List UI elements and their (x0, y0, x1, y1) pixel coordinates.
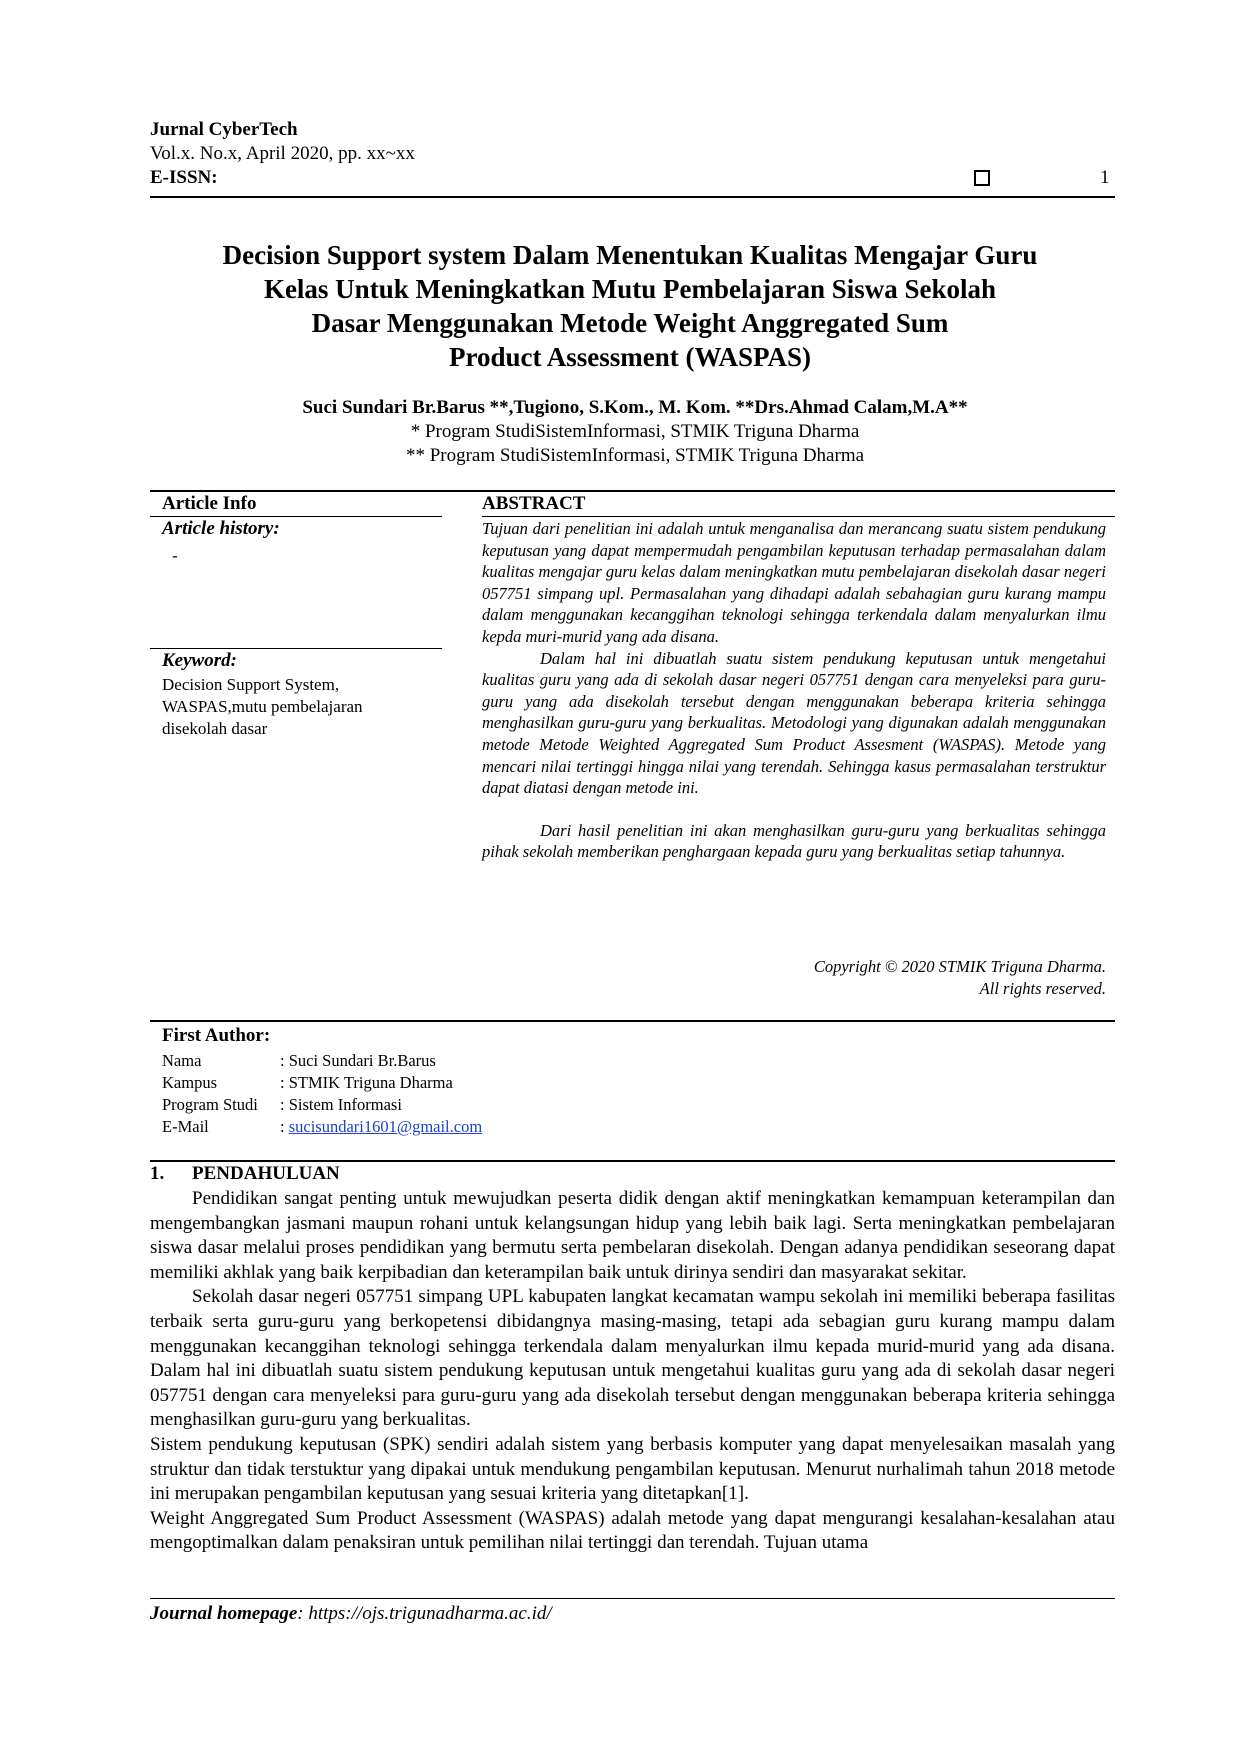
footer-rule (150, 1598, 1115, 1599)
first-author-heading: First Author: (162, 1025, 271, 1046)
title-line: Product Assessment (WASPAS) (448, 342, 811, 372)
history-value: - (172, 546, 178, 565)
author-field-value: : STMIK Triguna Dharma (280, 1073, 453, 1092)
affiliation: ** Program StudiSistemInformasi, STMIK Triguna Dharma (405, 445, 865, 466)
email-prefix: : (280, 1117, 289, 1136)
title-line: Decision Support system Dalam Menentukan Kualitas Mengajar Guru (222, 240, 1038, 270)
author-field-value: : Sistem Informasi (280, 1095, 402, 1114)
keyword-item: Decision Support System, (162, 675, 340, 694)
table-row (162, 1094, 482, 1116)
abstract-paragraph: Dari hasil penelitian ini akan menghasilkan guru-guru yang berkualitas sehingga pihak sekolah memberikan penghargaan kepada guru yang berkualitas setiap tahunnya. (482, 820, 1106, 862)
keyword-item: WASPAS,mutu pembelajaran (162, 697, 363, 716)
author-email-cell (280, 1116, 482, 1138)
checkbox-icon (974, 170, 990, 186)
keyword-list (162, 674, 442, 740)
copyright (700, 956, 1106, 1000)
footer-label: Journal homepage (150, 1603, 298, 1624)
keyword-item: disekolah dasar (162, 719, 268, 738)
author-field-value: : Suci Sundari Br.Barus (280, 1051, 436, 1070)
table-row (162, 1116, 482, 1138)
author-block (150, 396, 1120, 468)
section-body (150, 1187, 1115, 1556)
author-field-label: E-Mail (162, 1117, 209, 1136)
copyright-line: All rights reserved. (979, 979, 1106, 998)
article-info-heading: Article Info (162, 493, 257, 514)
abstract-body (482, 518, 1106, 863)
title-line: Kelas Untuk Meningkatkan Mutu Pembelajaran Siswa Sekolah (263, 274, 997, 304)
abstract-sub-rule (482, 516, 1115, 517)
abstract-heading: ABSTRACT (482, 493, 586, 514)
author-field-label: Kampus (162, 1073, 217, 1092)
body-paragraph: Weight Anggregated Sum Product Assessment (WASPAS) adalah metode yang dapat mengurangi kesalahan-kesalahan atau mengoptimalkan dalam penaksiran untuk pemilihan nilai tertinggi dan terendah. Tujuan utama (150, 1507, 1115, 1554)
page-number: 1 (1100, 167, 1110, 188)
section-rule (150, 1160, 1115, 1162)
body-paragraph: Sekolah dasar negeri 057751 simpang UPL kabupaten langkat kecamatan wampu sekolah ini memiliki beberapa fasilitas terbaik serta guru-guru yang berkopetensi dibidangnya masing-masing, tetapi ada sebagian guru kurang mampu dalam menggunakan kecanggihan teknologi sehingga terkendala dalam menyalurkan ilmu kepada murid-murid yang ada disana. Dalam hal ini dibuatlah suatu sistem pendukung keputusan untuk mengetahui kualitas guru yang ada di sekolah dasar negeri 057751 dengan cara menyeleksi para guru-guru yang ada disekolah tersebut dengan menggunakan beberapa kriteria sehingga menghasilkan guru-guru yang berkualitas. (150, 1286, 1115, 1431)
keyword-label: Keyword: (162, 650, 237, 671)
author-email-link[interactable]: sucisundari1601@gmail.com (288, 1117, 483, 1136)
body-paragraph: Sistem pendukung keputusan (SPK) sendiri adalah sistem yang berbasis komputer yang dapat menyelesaikan masalah yang struktur dan tidak terstuktur yang dipakai untuk mendukung pengambilan keputusan. Menurut nurhalimah tahun 2018 metode ini merupakan pengambilan keputusan yang sesuai kriteria yang ditetapkan[1]. (150, 1433, 1115, 1505)
footer-url[interactable]: : https://ojs.trigunadharma.ac.id/ (297, 1603, 552, 1624)
table-row (162, 1050, 482, 1072)
abstract-paragraph: Dalam hal ini dibuatlah suatu sistem pendukung keputusan untuk mengetahui kualitas guru yang ada di sekolah dasar negeri 057751 dengan cara menyeleksi para guru-guru yang ada disekolah tersebut dengan menggunakan beberapa kriteria sehingga menghasilkan guru-guru yang berkualitas. Metodologi yang digunakan adalah menggunakan metode Metode Weighted Aggregated Sum Product Assesment (WASPAS). Metode yang mencari nilai tertinggi hingga nilai yang terendah. Sehingga kasus permasalahan terstruktur dapat diatasi dengan metode ini. (482, 648, 1106, 798)
abstract-paragraph: Tujuan dari penelitian ini adalah untuk menganalisa dan merancang suatu sistem pendukung keputusan yang dapat mempermudah pengambilan keputusan terhadap permasalahan dalam kualitas mengajar guru kelas dalam meningkatkan mutu pembelajaran disekolah dasar negeri 057751 simpang upl. Permasalahan yang dihadapi adalah sebahagian guru kurang mampu dalam menggunakan kecanggihan teknologi sehingga terkendala dalam menyalurkan ilmu kepda muri-murid yang ada disana. (482, 519, 1106, 646)
footer (150, 1603, 552, 1625)
history-label: Article history: (162, 518, 280, 539)
body-paragraph: Pendidikan sangat penting untuk mewujudkan peserta didik dengan aktif meningkatkan kemampuan keterampilan dan mengembangkan jasmani maupun rohani untuk kelangsungan hidup yang lebih baik lagi. Serta meningkatkan pembelajaran siswa dasar melalui proses pendidikan yang bermutu serta pembelaran disekolah. Dengan adanya pendidikan seseorang dapat memiliki akhlak yang baik kerpibadian dan keterampilan baik untuk dirinya sendiri dan masyarakat sekitar. (150, 1188, 1115, 1283)
paper-title (180, 238, 1080, 374)
affiliation: * Program StudiSistemInformasi, STMIK Triguna Dharma (410, 421, 860, 442)
header-rule (150, 196, 1115, 198)
first-author-table (162, 1050, 482, 1138)
section-heading: PENDAHULUAN (192, 1163, 340, 1184)
info-bottom-rule (150, 1020, 1115, 1022)
info-top-rule (150, 490, 1115, 492)
copyright-line: Copyright © 2020 STMIK Triguna Dharma. (813, 957, 1106, 976)
author-field-label: Nama (162, 1051, 202, 1070)
info-sub-rule (150, 516, 442, 517)
journal-volume: Vol.x. No.x, April 2020, pp. xx~xx (150, 143, 415, 164)
table-row (162, 1072, 482, 1094)
title-line: Dasar Menggunakan Metode Weight Anggregated Sum (311, 308, 949, 338)
author-names: Suci Sundari Br.Barus **,Tugiono, S.Kom., M. Kom. **Drs.Ahmad Calam,M.A** (302, 397, 968, 418)
author-field-label: Program Studi (162, 1095, 258, 1114)
journal-name: Jurnal CyberTech (150, 119, 298, 140)
journal-issn: E-ISSN: (150, 167, 218, 188)
section-number: 1. (150, 1163, 165, 1184)
keyword-rule (150, 648, 442, 649)
